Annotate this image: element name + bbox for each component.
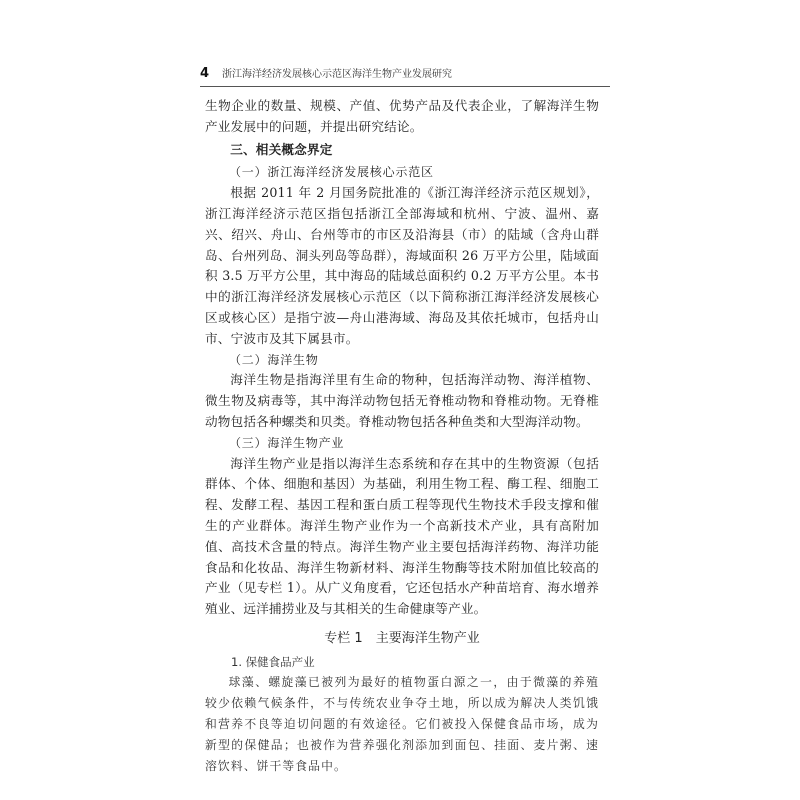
section-heading: 三、相关概念界定: [230, 141, 333, 157]
running-title: 浙江海洋经济发展核心示范区海洋生物产业发展研究: [222, 69, 452, 80]
paragraph-continued: 生物企业的数量、规模、产值、优势产品及代表企业，了解海洋生物产业发展中的问题，并提出研究结论。: [205, 98, 599, 134]
box-paragraph: 球藻、螺旋藻已被列为最好的植物蛋白源之一，由于微藻的养殖较少依赖气候条件，不与传统农业争夺土地，所以成为解决人类饥饿和营养不良等迫切问题的有效途径。它们被投入保健食品市场，成为新型的保健品；也被作为营养强化剂添加到面包、挂面、麦片粥、速溶饮料、饼干等食品中。: [205, 674, 599, 773]
header-rule: [200, 86, 610, 87]
main-text: [205, 96, 599, 777]
running-header: [200, 66, 610, 84]
box-title: 专栏 1 主要海洋生物产业: [324, 630, 480, 646]
subsection-heading: （一）浙江海洋经济发展核心示范区: [229, 165, 434, 180]
subsection-heading: （三）海洋生物产业: [229, 435, 345, 450]
subsection-heading: （二）海洋生物: [229, 352, 319, 367]
box-item-heading: 1. 保健食品产业: [231, 654, 315, 669]
sidebar-box: [205, 628, 599, 777]
paragraph: 海洋生物是指海洋里有生命的物种，包括海洋动物、海洋植物、微生物及病毒等，其中海洋动物包括无脊椎动物和脊椎动物。无脊椎动物包括各种螺类和贝类。脊椎动物包括各种鱼类和大型海洋动物。: [205, 372, 599, 429]
paragraph: 海洋生物产业是指以海洋生态系统和存在其中的生物资源（包括群体、个体、细胞和基因）为基础，利用生物工程、酶工程、细胞工程、发酵工程、基因工程和蛋白质工程等现代生物技术手段支撑和催生的产业群体。海洋生物产业作为一个高新技术产业，具有高附加值、高技术含量的特点。海洋生物产业主要包括海洋药物、海洋功能食品和化妆品、海洋生物新材料、海洋生物酶等技术附加值比较高的产业（见专栏 1）。从广义角度看，它还包括水产种苗培育、海水增养殖业、远洋捕捞业及与其相关的生命健康等产业。: [205, 455, 599, 617]
page-number: 4: [200, 66, 210, 81]
paragraph: 根据 2011 年 2 月国务院批准的《浙江海洋经济示范区规划》，浙江海洋经济示范区指包括浙江全部海域和杭州、宁波、温州、嘉兴、绍兴、舟山、台州等市的市区及沿海县（市）的陆域（含舟山群岛、台州列岛、洞头列岛等岛群），海域面积 26 万平方公里，陆域面积 3.5 万平方公里，其中海岛的陆域总面积约 0.2 万平方公里。本书中的浙江海洋经济发展核心示范区（以下简称浙江海洋经济发展核心区或核心区）是指宁波—舟山港海域、海岛及其依托城市，包括舟山市、宁波市及其下属县市。: [205, 185, 599, 346]
